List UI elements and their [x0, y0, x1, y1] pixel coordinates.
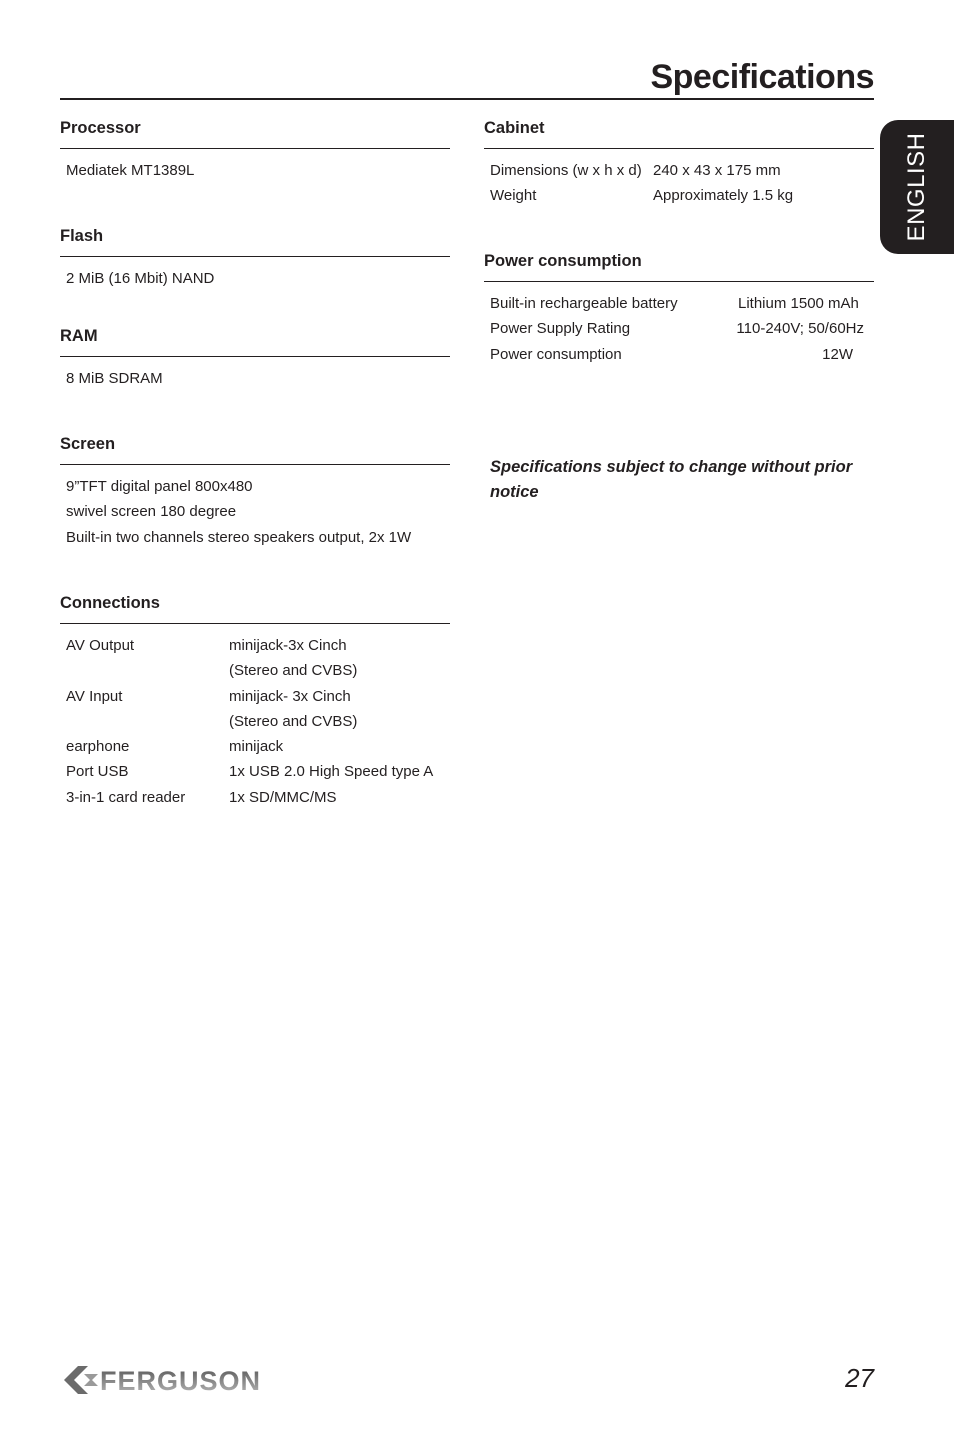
power-row — [490, 291, 864, 316]
power-heading: Power consumption — [484, 251, 874, 282]
page-number: 27 — [845, 1363, 874, 1393]
language-tab — [880, 120, 954, 254]
flash-section — [60, 226, 450, 291]
cabinet-value: Approximately 1.5 kg — [653, 187, 794, 205]
page-title: Specifications — [650, 58, 874, 96]
connections-row — [66, 759, 444, 784]
connections-row — [66, 633, 444, 658]
screen-line: 9”TFT digital panel 800x480 — [66, 478, 253, 495]
svg-text:FERGUSON: FERGUSON — [100, 1366, 262, 1396]
power-label: Built-in rechargeable battery — [490, 295, 678, 312]
power-section — [484, 251, 874, 367]
cabinet-heading: Cabinet — [484, 118, 874, 149]
connections-label: AV Input — [66, 687, 123, 705]
connections-row — [66, 734, 444, 759]
ram-heading: RAM — [60, 326, 450, 357]
power-value: 110-240V; 50/60Hz — [736, 320, 864, 338]
connections-value: 1x SD/MMC/MS — [229, 788, 337, 806]
connections-row — [66, 785, 444, 810]
ram-section — [60, 326, 450, 391]
connections-value: minijack- 3x Cinch — [229, 687, 351, 705]
language-tab-label: ENGLISH — [903, 132, 930, 242]
connections-label: Port USB — [66, 763, 129, 781]
connections-row — [66, 709, 444, 734]
connections-value: (Stereo and CVBS) — [229, 712, 358, 730]
processor-heading: Processor — [60, 118, 450, 149]
cabinet-label: Dimensions (w x h x d) — [490, 162, 642, 179]
power-label: Power consumption — [490, 345, 622, 363]
connections-value: minijack-3x Cinch — [229, 637, 347, 654]
cabinet-label: Weight — [490, 187, 537, 205]
ferguson-logo-icon — [62, 1364, 300, 1396]
connections-row — [66, 684, 444, 709]
flash-heading: Flash — [60, 226, 450, 257]
ram-line: 8 MiB SDRAM — [66, 370, 163, 387]
power-value: Lithium 1500 mAh — [738, 295, 859, 312]
cabinet-value: 240 x 43 x 175 mm — [653, 162, 781, 179]
connections-value: 1x USB 2.0 High Speed type A — [229, 763, 434, 781]
connections-label: AV Output — [66, 637, 135, 654]
title-rule — [60, 98, 874, 100]
screen-section — [60, 434, 450, 550]
connections-label: earphone — [66, 738, 130, 756]
connections-label — [66, 658, 229, 683]
power-value: 12W — [822, 345, 853, 363]
screen-line: Built-in two channels stereo speakers output, 2x 1W — [66, 528, 412, 546]
flash-line: 2 MiB (16 Mbit) NAND — [66, 270, 215, 287]
cabinet-row — [490, 158, 868, 183]
cabinet-section — [484, 118, 874, 209]
screen-heading: Screen — [60, 434, 450, 465]
power-row — [490, 316, 864, 341]
connections-label: 3-in-1 card reader — [66, 788, 186, 806]
connections-heading: Connections — [60, 593, 450, 624]
screen-line: swivel screen 180 degree — [66, 503, 237, 521]
specifications-note: Specifications subject to change without prior notice — [490, 457, 853, 501]
processor-section — [60, 118, 450, 183]
connections-section — [60, 593, 450, 810]
connections-value: minijack — [229, 738, 284, 756]
connections-label — [66, 709, 229, 734]
power-row — [490, 342, 864, 367]
brand-logo — [62, 1364, 300, 1396]
power-label: Power Supply Rating — [490, 320, 631, 338]
cabinet-row — [490, 183, 868, 208]
processor-line: Mediatek MT1389L — [66, 162, 195, 179]
connections-value: (Stereo and CVBS) — [229, 662, 358, 680]
connections-row — [66, 658, 444, 683]
